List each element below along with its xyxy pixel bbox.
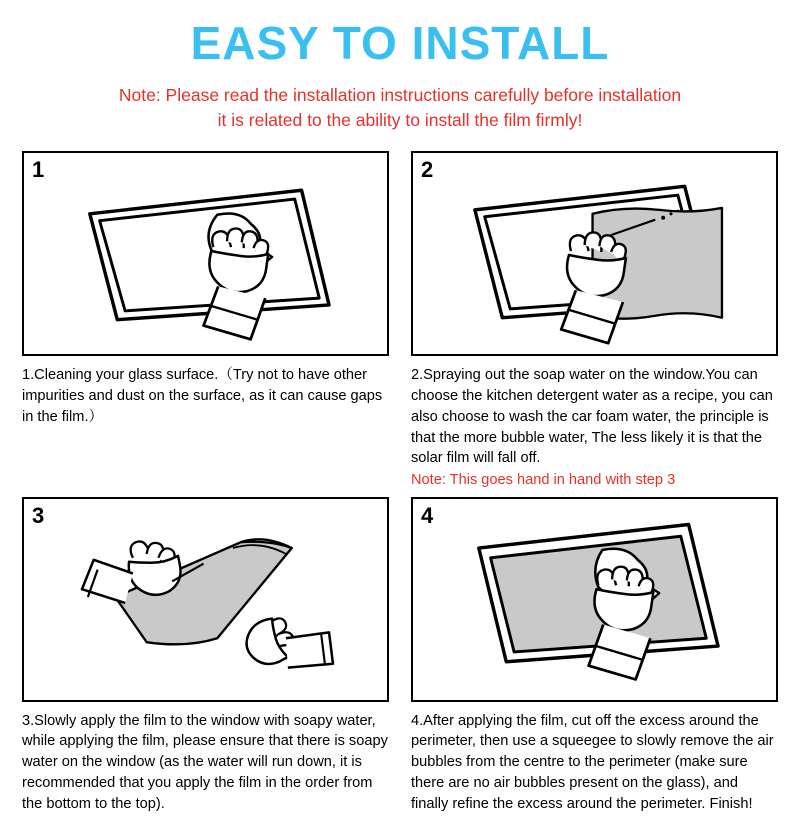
step-3-number: 3 [32, 502, 45, 528]
step-2-figure [411, 151, 778, 356]
step-4-number: 4 [421, 502, 434, 528]
hand-wiping-window-with-cloth-icon [24, 153, 387, 354]
top-note-line-2: it is related to the ability to install the film firmly! [217, 109, 583, 130]
step-4-caption: 4.After applying the film, cut off the excess around the perimeter, then use a squeegee to slowly remove the air bubbles from the centre to the perimeter (make sure there are no air bubbles present on the glass), and finally refine the excess around the perimeter. Finish! [411, 712, 774, 812]
step-3-figure [22, 497, 389, 702]
step-2-note: Note: This goes hand in hand with step 3 [411, 471, 676, 488]
two-hands-peeling-and-applying-film-icon [24, 499, 387, 700]
step-1-number: 1 [32, 157, 45, 183]
step-3 [22, 497, 389, 815]
step-2-number: 2 [421, 157, 434, 183]
top-note-line-1: Note: Please read the installation instructions carefully before installation [118, 84, 682, 105]
steps-grid [22, 151, 778, 814]
step-2 [411, 151, 778, 490]
step-3-caption: 3.Slowly apply the film to the window with soapy water, while applying the film, please ensure that there is soapy water on the window (as the water will run down, it is recommended that you apply the film in the order from the bottom to the top). [22, 712, 388, 812]
step-1-figure [22, 151, 389, 356]
step-2-caption: 2.Spraying out the soap water on the window.You can choose the kitchen detergent water as a recipe, you can also choose to wash the car foam water, the principle is that the more bubble water, The less likely it is that the solar film will fall off. [411, 367, 773, 467]
step-4-figure [411, 497, 778, 702]
step-1-caption: 1.Cleaning your glass surface.（Try not to have other impurities and dust on the surface, as it can cause gaps in the film.） [22, 367, 383, 425]
hand-spraying-water-on-window-with-film-icon [413, 153, 776, 354]
hand-squeegeeing-film-on-window-icon [413, 499, 776, 700]
step-1 [22, 151, 389, 490]
page-title: EASY TO INSTALL [190, 17, 610, 69]
step-4 [411, 497, 778, 815]
top-note [40, 83, 760, 134]
instruction-poster [0, 18, 800, 818]
